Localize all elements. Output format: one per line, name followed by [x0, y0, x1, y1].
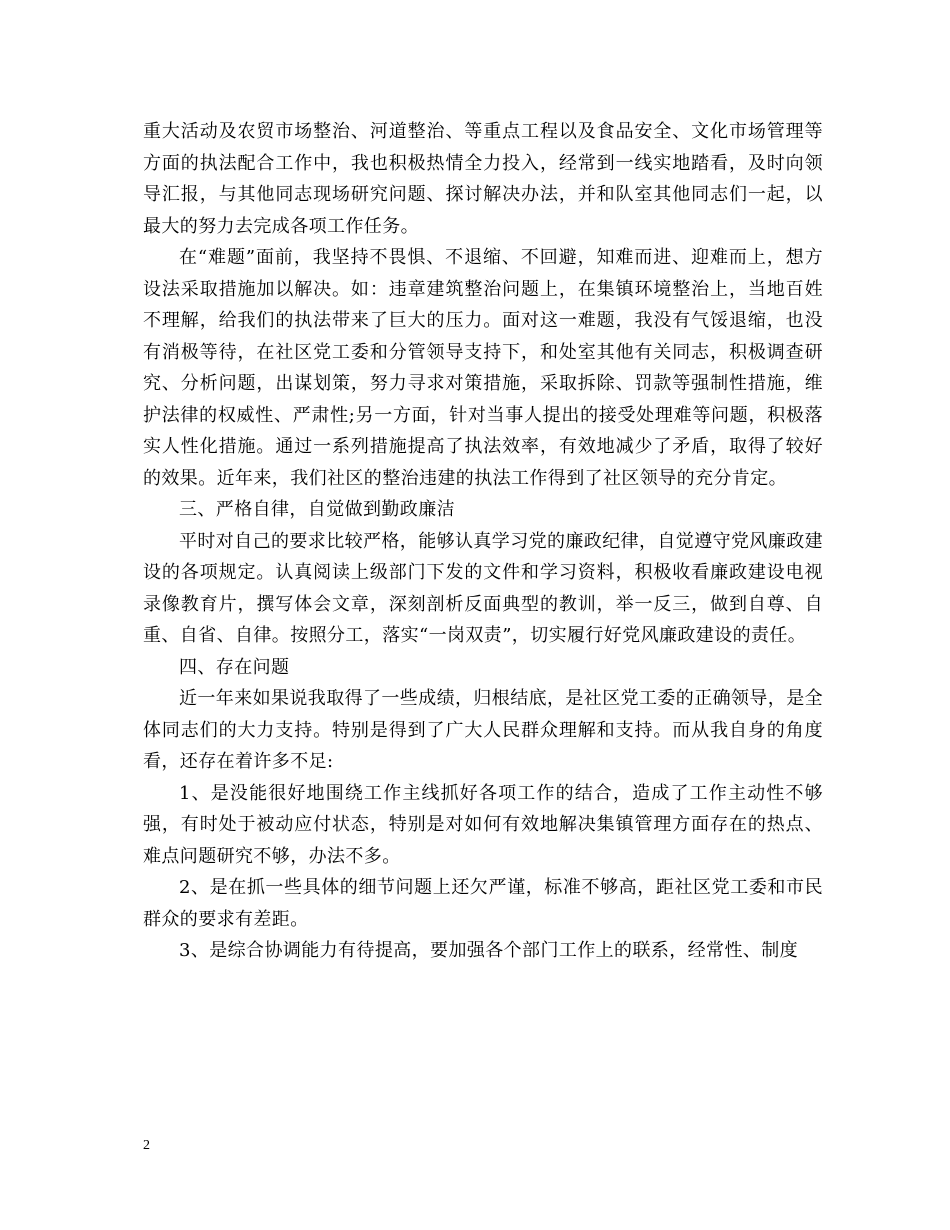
- list-item: 2、是在抓一些具体的细节问题上还欠严谨，标准不够高，距社区党工委和市民群众的要求有差距。: [143, 877, 823, 930]
- list-item: 1、是没能很好地围绕工作主线抓好各项工作的结合，造成了工作主动性不够强，有时处于被动应付状态，特别是对如何有效地解决集镇管理方面存在的热点、难点问题研究不够，办法不多。: [143, 782, 823, 867]
- section-heading: 三、严格自律，自觉做到勤政廉洁: [179, 499, 455, 520]
- paragraph: 在“难题”面前，我坚持不畏惧、不退缩、不回避，知难而进、迎难而上，想方设法采取措施加以解决。如：违章建筑整治问题上，在集镇环境整治上，当地百姓不理解，给我们的执法带来了巨大的压力。面对这一难题，我没有气馁退缩，也没有消极等待，在社区党工委和分管领导支持下，和处室其他有关同志，积极调查研究、分析问题，出谋划策，努力寻求对策措施，采取拆除、罚款等强制性措施，维护法律的权威性、严肃性;另一方面，针对当事人提出的接受处理难等问题，积极落实人性化措施。通过一系列措施提高了执法效率，有效地减少了矛盾，取得了较好的效果。近年来，我们社区的整治违建的执法工作得到了社区领导的充分肯定。: [143, 247, 823, 489]
- paragraph: 重大活动及农贸市场整治、河道整治、等重点工程以及食品安全、文化市场管理等方面的执法配合工作中，我也积极热情全力投入，经常到一线实地踏看，及时向领导汇报，与其他同志现场研究问题、探讨解决办法，并和队室其他同志们一起，以最大的努力去完成各项工作任务。: [143, 121, 823, 237]
- paragraph: 平时对自己的要求比较严格，能够认真学习党的廉政纪律，自觉遵守党风廉政建设的各项规定。认真阅读上级部门下发的文件和学习资料，积极收看廉政建设电视录像教育片，撰写体会文章，深刻剖析反面典型的教训，举一反三，做到自尊、自重、自省、自律。按照分工，落实“一岗双责”，切实履行好党风廉政建设的责任。: [143, 530, 823, 646]
- list-item: 3、是综合协调能力有待提高，要加强各个部门工作上的联系，经常性、制度: [179, 940, 799, 961]
- page-number: 2: [143, 1138, 150, 1153]
- paragraph: 近一年来如果说我取得了一些成绩，归根结底，是社区党工委的正确领导，是全体同志们的大力支持。特别是得到了广大人民群众理解和支持。而从我自身的角度看，还存在着许多不足:: [143, 688, 823, 772]
- document-body: [143, 116, 823, 967]
- section-heading: 四、存在问题: [179, 656, 290, 678]
